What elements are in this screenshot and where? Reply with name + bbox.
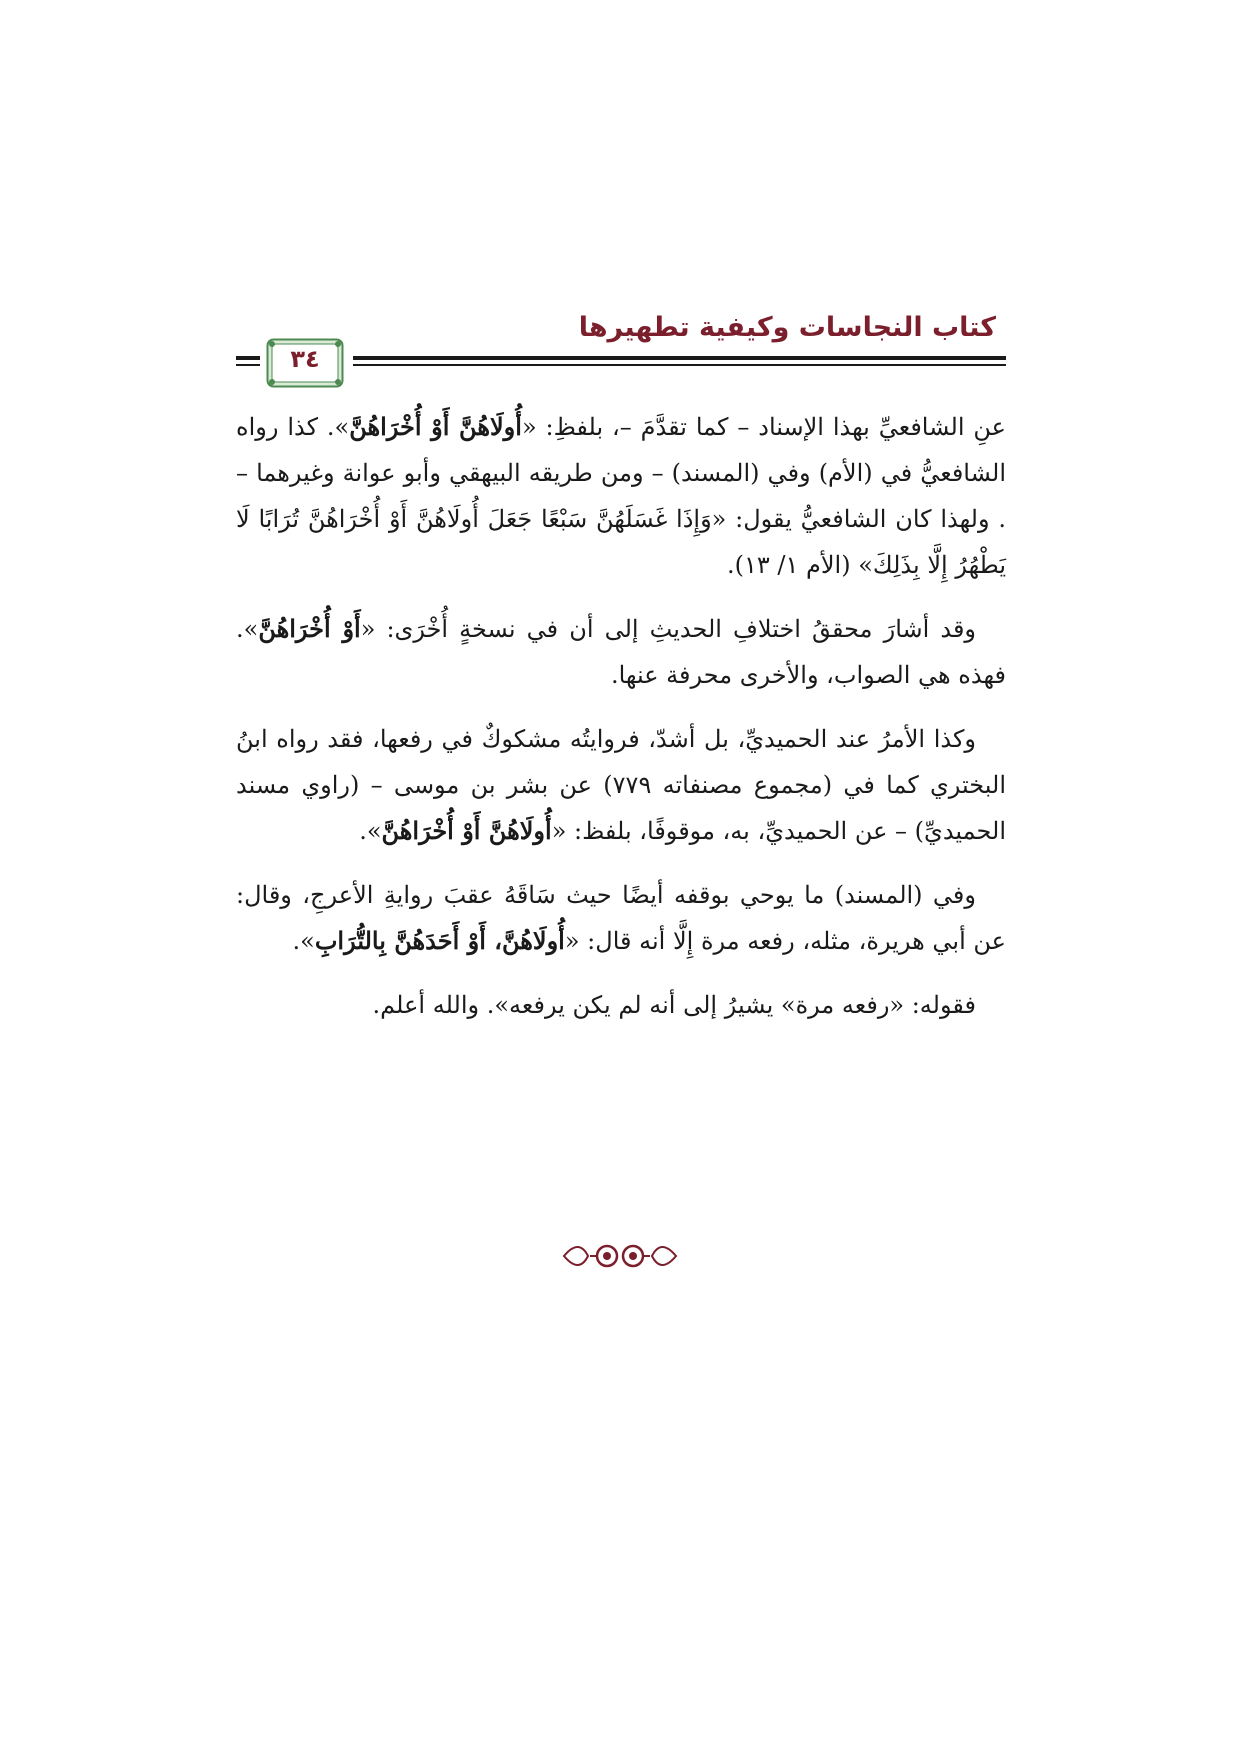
header-rule-thin (353, 364, 1006, 366)
paragraph-1 (236, 404, 1006, 588)
page-header (236, 312, 1006, 394)
main-text (236, 404, 1006, 1028)
paragraph-4 (236, 872, 1006, 964)
page-number: ٣٤ (290, 345, 320, 373)
section-end-ornament-icon (560, 1236, 680, 1276)
paragraph-gap (236, 964, 1006, 982)
header-rule-left-thick (236, 356, 260, 360)
paragraph-5: فقوله: «رفعه مرة» يشيرُ إلى أنه لم يكن يرفعه». والله أعلم. (372, 991, 976, 1019)
running-title: كتاب النجاسات وكيفية تطهيرها (578, 312, 996, 343)
header-rule-thick (353, 356, 1006, 360)
paragraph-3-highlight: أُولَاهُنَّ أَوْ أُخْرَاهُنَّ (381, 816, 552, 845)
paragraph-3-text-a: وكذا الأمرُ عند الحميديِّ، بل أشدّ، فروايتُه مشكوكٌ في رفعها، فقد رواه ابنُ البختري كما في (مجموع مصنفاته ٧٧٩) عن بشر بن موسى – (راوي مسند الحميديِّ) – عن الحميديِّ، به، موقوفًا، بلفظ: « (236, 725, 1007, 845)
page-number-badge (266, 338, 344, 388)
header-rule-left-thin (236, 364, 260, 366)
paragraph-4-text-a: وفي (المسند) ما يوحي بوقفه أيضًا حيث سَاقَهُ عقبَ روايةِ الأعرجِ، وقال: عن أبي هريرة، مثله، رفعه مرة إِلَّا أنه قال: « (236, 881, 1006, 955)
paragraph-gap (236, 698, 1006, 716)
paragraph-gap (236, 854, 1006, 872)
paragraph-3-text-c: ». (359, 817, 382, 845)
paragraph-gap (236, 588, 1006, 606)
paragraph-1-highlight: أُولَاهُنَّ أَوْ أُخْرَاهُنَّ (349, 412, 522, 441)
paragraph-3 (236, 716, 1006, 854)
paragraph-2-text-c: ». فهذه هي الصواب، والأخرى محرفة عنها. (236, 615, 1006, 689)
paragraph-1-text-a: عنِ الشافعيِّ بهذا الإسناد – كما تقدَّمَ –، بلفظِ: « (521, 413, 1006, 441)
paragraph-2 (236, 606, 1006, 698)
paragraph-2-highlight: أَوْ أُخْرَاهُنَّ (258, 614, 361, 643)
paragraph-2-text-a: وقد أشارَ محققُ اختلافِ الحديثِ إلى أن في نسخةٍ أُخْرَى: « (360, 615, 977, 643)
paragraph-4-highlight: أُولَاهُنَّ، أَوْ أَحَدَهُنَّ بِالتُّرَابِ (314, 926, 565, 955)
paragraph-1-text-c: ». كذا رواه الشافعيُّ في (الأم) وفي (المسند) – ومن طريقه البيهقي وأبو عوانة وغيرهما – . ولهذا كان الشافعيُّ يقول: «وَإِذَا غَسَلَهُنَّ سَبْعًا جَعَلَ أُولَاهُنَّ أَوْ أُخْرَاهُنَّ تُرَابًا لَا يَطْهُرُ إِلَّا بِذَلِكَ» (الأم ١/ ١٣). (236, 413, 1006, 579)
paragraph-4-text-c: ». (292, 927, 315, 955)
